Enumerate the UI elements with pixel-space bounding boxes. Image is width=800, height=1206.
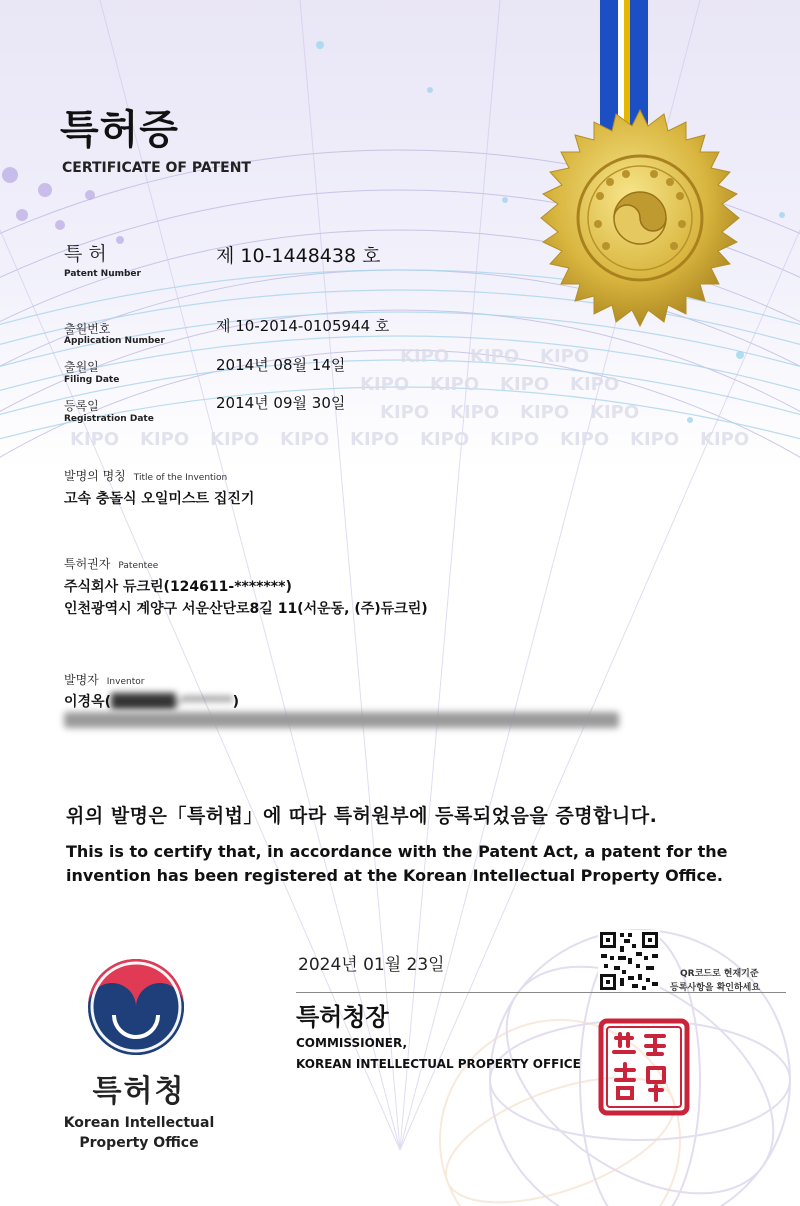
svg-text:KIPO: KIPO — [350, 429, 400, 450]
svg-text:KIPO: KIPO — [430, 374, 480, 395]
filing-date-label: 출원일 — [64, 360, 99, 374]
qr-code-icon[interactable] — [598, 930, 660, 992]
svg-text:KIPO: KIPO — [500, 374, 550, 395]
svg-text:KIPO: KIPO — [70, 429, 120, 450]
svg-text:KIPO: KIPO — [490, 429, 540, 450]
invention-title-label: 발명의 명칭 — [64, 469, 126, 483]
gold-seal-icon — [530, 108, 750, 328]
commissioner-title-english-line1: COMMISSIONER, — [296, 1036, 408, 1050]
filing-date-value: 2014년 08월 14일 — [216, 356, 346, 374]
svg-text:KIPO: KIPO — [700, 429, 750, 450]
svg-text:KIPO: KIPO — [210, 429, 260, 450]
svg-text:KIPO: KIPO — [540, 346, 590, 367]
patent-number-label-english: Patent Number — [64, 269, 141, 279]
invention-title-label-row — [64, 467, 227, 484]
svg-text:KIPO: KIPO — [360, 374, 410, 395]
application-number-value: 제 10-2014-0105944 호 — [216, 317, 390, 335]
patentee-address: 인천광역시 계양구 서운산단로8길 11(서운동, (주)듀크린) — [64, 601, 428, 617]
inventor-name: 이경옥( — [64, 694, 111, 710]
registration-date-label: 등록일 — [64, 399, 99, 413]
svg-text:KIPO: KIPO — [570, 374, 620, 395]
certification-statement-korean: 위의 발명은「특허법」에 따라 특허원부에 등록되었음을 증명합니다. — [66, 805, 658, 827]
qr-note-line1: QR코드로 현재기준 — [680, 969, 759, 979]
patentee-label: 특허권자 — [64, 557, 111, 571]
svg-text:KIPO: KIPO — [420, 429, 470, 450]
invention-title-label-english: Title of the Invention — [133, 473, 228, 483]
svg-text:KIPO: KIPO — [560, 429, 610, 450]
patentee-name: 주식회사 듀크린(124611-*******) — [64, 579, 292, 595]
patent-number-label: 특 허 — [64, 243, 107, 265]
invention-title-value: 고속 충돌식 오일미스트 집진기 — [64, 491, 255, 507]
patentee-label-english: Patentee — [118, 561, 159, 571]
svg-text:KIPO: KIPO — [590, 402, 640, 423]
inventor-label-row — [64, 671, 144, 688]
inventor-redacted-address — [64, 712, 619, 728]
qr-note-line2: 등록사항을 확인하세요 — [670, 983, 761, 993]
inventor-label-english: Inventor — [106, 677, 145, 687]
kipo-name-english-line2: Property Office — [79, 1135, 199, 1151]
registration-date-label-english: Registration Date — [64, 414, 154, 424]
official-stamp-icon — [598, 1018, 690, 1116]
filing-date-label-english: Filing Date — [64, 375, 120, 385]
application-number-label-english: Application Number — [64, 336, 165, 346]
registration-date-value: 2014년 09월 30일 — [216, 394, 346, 412]
inventor-redacted-id: ██████-******* — [110, 694, 233, 710]
certification-statement-english-line2: invention has been registered at the Korean Intellectual Property Office. — [66, 866, 723, 885]
certification-statement-english-line1: This is to certify that, in accordance with the Patent Act, a patent for the — [66, 842, 728, 861]
application-number-label: 출원번호 — [64, 322, 111, 336]
svg-text:KIPO: KIPO — [470, 346, 520, 367]
patent-number-value: 제 10-1448438 호 — [216, 245, 381, 267]
kipo-name-korean: 특허청 — [92, 1074, 186, 1109]
issue-date: 2024년 01월 23일 — [298, 955, 445, 975]
svg-text:KIPO: KIPO — [450, 402, 500, 423]
patentee-label-row — [64, 555, 158, 572]
commissioner-title: 특허청장 — [296, 1003, 389, 1031]
kipo-logo-icon — [84, 955, 188, 1059]
inventor-label: 발명자 — [64, 673, 99, 687]
commissioner-title-english-line2: KOREAN INTELLECTUAL PROPERTY OFFICE — [296, 1057, 581, 1071]
svg-text:KIPO: KIPO — [280, 429, 330, 450]
watermark-row: KIPO — [400, 346, 450, 367]
kipo-name-english-line1: Korean Intellectual — [63, 1115, 215, 1131]
inventor-name-close: ) — [232, 694, 240, 710]
svg-text:KIPO: KIPO — [630, 429, 680, 450]
svg-text:KIPO: KIPO — [520, 402, 570, 423]
certificate-title-english: CERTIFICATE OF PATENT — [62, 160, 251, 176]
svg-text:KIPO: KIPO — [380, 402, 430, 423]
inventor-name-row — [64, 691, 239, 711]
svg-text:KIPO: KIPO — [140, 429, 190, 450]
certificate-title: 특허증 — [60, 107, 179, 153]
